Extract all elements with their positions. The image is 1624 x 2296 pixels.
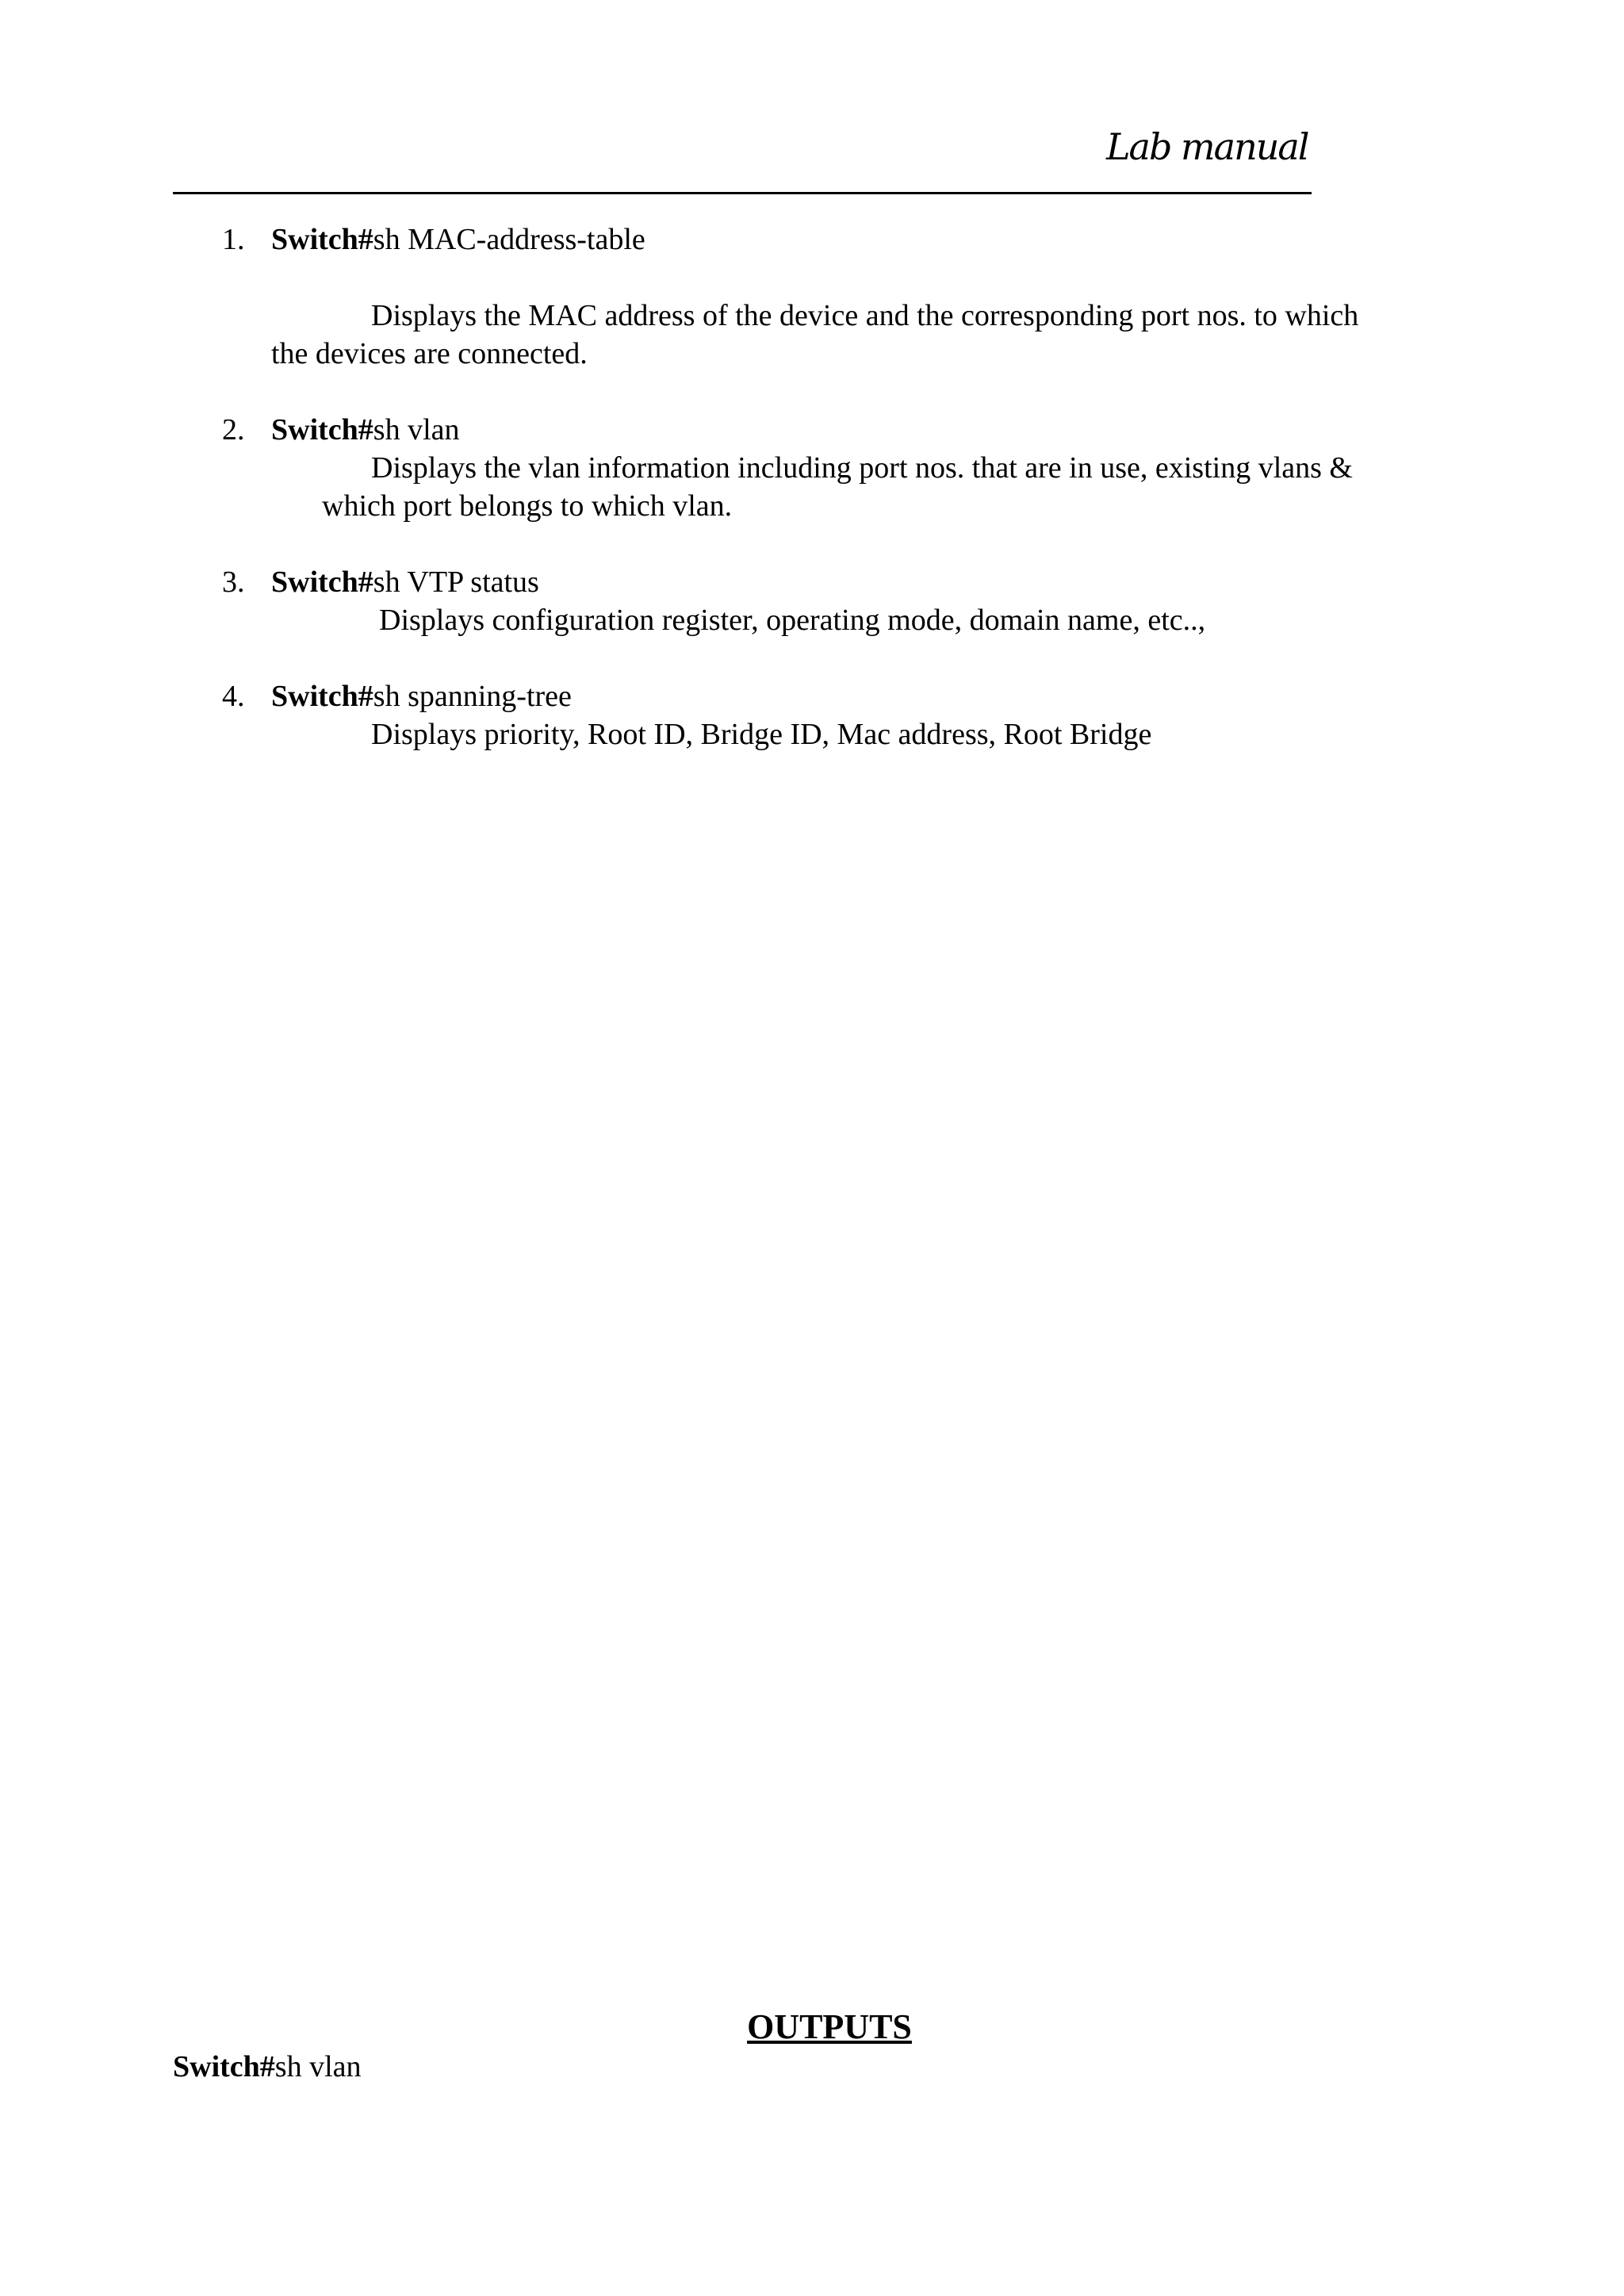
prompt: Switch# bbox=[271, 223, 373, 256]
header-title: Lab manual bbox=[1106, 125, 1308, 168]
prompt: Switch# bbox=[271, 565, 373, 599]
description-2-line-1: Displays the vlan information including port nos. that are in use, existing vlans & bbox=[371, 451, 1353, 485]
command-line-4 bbox=[271, 679, 572, 714]
command: sh spanning-tree bbox=[373, 680, 572, 713]
command: sh vlan bbox=[373, 413, 460, 447]
command-line-1 bbox=[271, 222, 645, 257]
outputs-command-line bbox=[173, 2049, 362, 2084]
description-4-line-1: Displays priority, Root ID, Bridge ID, Mac address, Root Bridge bbox=[371, 718, 1152, 751]
description-1-line-2: the devices are connected. bbox=[271, 337, 588, 370]
prompt: Switch# bbox=[271, 680, 373, 713]
outputs-heading: OUTPUTS bbox=[747, 2007, 912, 2046]
command-line-2 bbox=[271, 412, 460, 447]
description-3-line-1: Displays configuration register, operating mode, domain name, etc.., bbox=[379, 604, 1206, 637]
prompt: Switch# bbox=[173, 2050, 275, 2083]
header-rule bbox=[173, 192, 1312, 194]
command: sh MAC-address-table bbox=[373, 223, 645, 256]
list-number: 1. bbox=[222, 223, 245, 256]
prompt: Switch# bbox=[271, 413, 373, 447]
command: sh VTP status bbox=[373, 565, 539, 599]
command-line-3 bbox=[271, 565, 539, 600]
list-number: 2. bbox=[222, 413, 245, 447]
description-1-line-1: Displays the MAC address of the device and the corresponding port nos. to which bbox=[371, 299, 1359, 332]
description-2-line-2: which port belongs to which vlan. bbox=[322, 489, 733, 523]
list-number: 3. bbox=[222, 565, 245, 599]
list-number: 4. bbox=[222, 680, 245, 713]
command: sh vlan bbox=[274, 2050, 362, 2083]
